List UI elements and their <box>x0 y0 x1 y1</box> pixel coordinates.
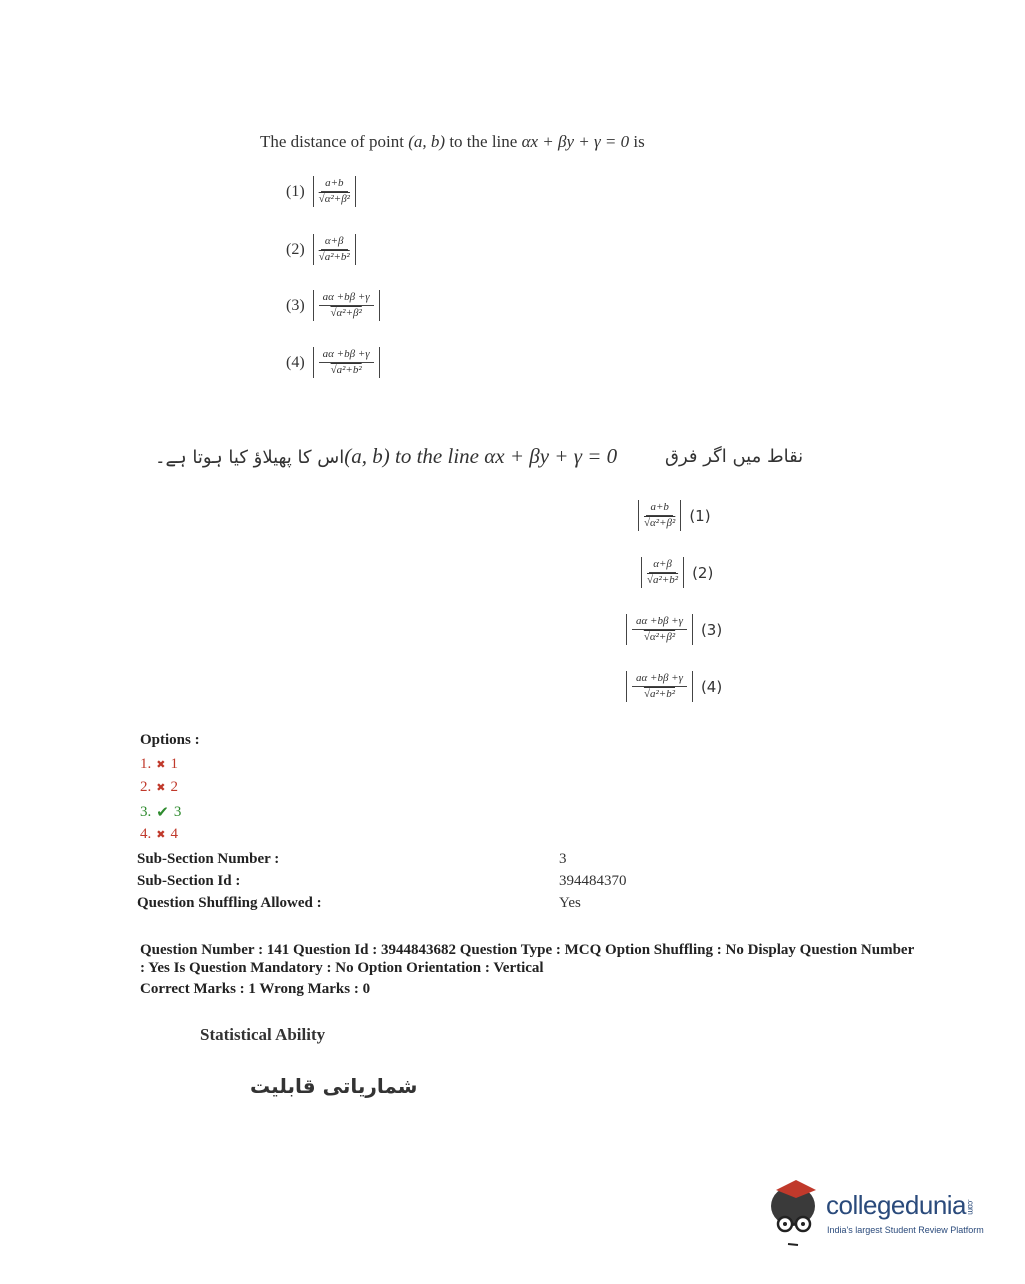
formula-ur-3: aα +bβ +γ √α²+β² <box>626 614 693 645</box>
question-suffix: is <box>629 132 645 151</box>
shuffling-value: Yes <box>559 895 581 911</box>
answer-option-2: 2. ✖ 2 <box>140 779 178 795</box>
cross-icon: ✖ <box>156 758 166 771</box>
option-ur-4: aα +bβ +γ √a²+b² (4) <box>626 671 722 702</box>
option-ur-3: aα +bβ +γ √α²+β² (3) <box>626 614 722 645</box>
subsection-id-value: 394484370 <box>559 873 627 889</box>
question-text <box>260 132 645 152</box>
section-title-en: Statistical Ability <box>200 1025 326 1044</box>
logo-tagline: India's largest Student Review Platform <box>827 1225 984 1235</box>
urdu-question-right: نقاط میں اگر فرق <box>665 446 804 467</box>
question-equation: αx + βy + γ = 0 <box>521 132 630 151</box>
question-mid: to the line <box>445 132 522 151</box>
formula-4: aα +bβ +γ √a²+b² <box>313 347 380 378</box>
option-ur-2: α+β √a²+b² (2) <box>641 557 713 588</box>
marks-info: Correct Marks : 1 Wrong Marks : 0 <box>140 981 371 997</box>
answer-option-1: 1. ✖ 1 <box>140 756 178 772</box>
subsection-id-label: Sub-Section Id : <box>137 873 241 889</box>
option-en-2: (2) α+β √a²+b² <box>286 234 356 265</box>
subsection-number-value: 3 <box>559 851 567 867</box>
formula-ur-4: aα +bβ +γ √a²+b² <box>626 671 693 702</box>
logo-wordmark: collegedunia.com <box>826 1190 976 1220</box>
urdu-question-left: اس کا پھیلاؤ کیا ہوتا ہے۔(a, b) to the line αx + βy + γ = 0 <box>155 444 618 468</box>
option-en-1: (1) a+b √α²+β² <box>286 176 356 207</box>
urdu-question-math: (a, b) to the line αx + βy + γ = 0 <box>344 444 618 468</box>
question-prefix: The distance of point <box>260 132 409 151</box>
answer-option-4: 4. ✖ 4 <box>140 826 178 842</box>
shuffling-label: Question Shuffling Allowed : <box>137 895 322 911</box>
options-title: Options : <box>140 732 200 748</box>
option-en-4: (4) aα +bβ +γ √a²+b² <box>286 347 380 378</box>
subsection-number-label: Sub-Section Number : <box>137 851 280 867</box>
option-ur-1: a+b √α²+β² (1) <box>638 500 711 531</box>
section-title-ur: شماریاتی قابلیت <box>250 1074 418 1098</box>
question-point: (a, b) <box>408 132 446 151</box>
check-icon: ✔ <box>156 803 169 821</box>
formula-1: a+b √α²+β² <box>313 176 356 207</box>
cross-icon: ✖ <box>156 828 166 841</box>
formula-3: aα +bβ +γ √α²+β² <box>313 290 380 321</box>
option-en-3: (3) aα +bβ +γ √α²+β² <box>286 290 380 321</box>
answer-option-3: 3. ✔ 3 <box>140 803 182 821</box>
formula-ur-1: a+b √α²+β² <box>638 500 681 531</box>
formula-2: α+β √a²+b² <box>313 234 356 265</box>
cross-icon: ✖ <box>156 781 166 794</box>
question-info: Question Number : 141 Question Id : 3944843682 Question Type : MCQ Option Shuffling : No Display Question Number : Yes Is Question Mandatory : No Option Orientation : Vertical <box>140 942 914 976</box>
formula-ur-2: α+β √a²+b² <box>641 557 684 588</box>
